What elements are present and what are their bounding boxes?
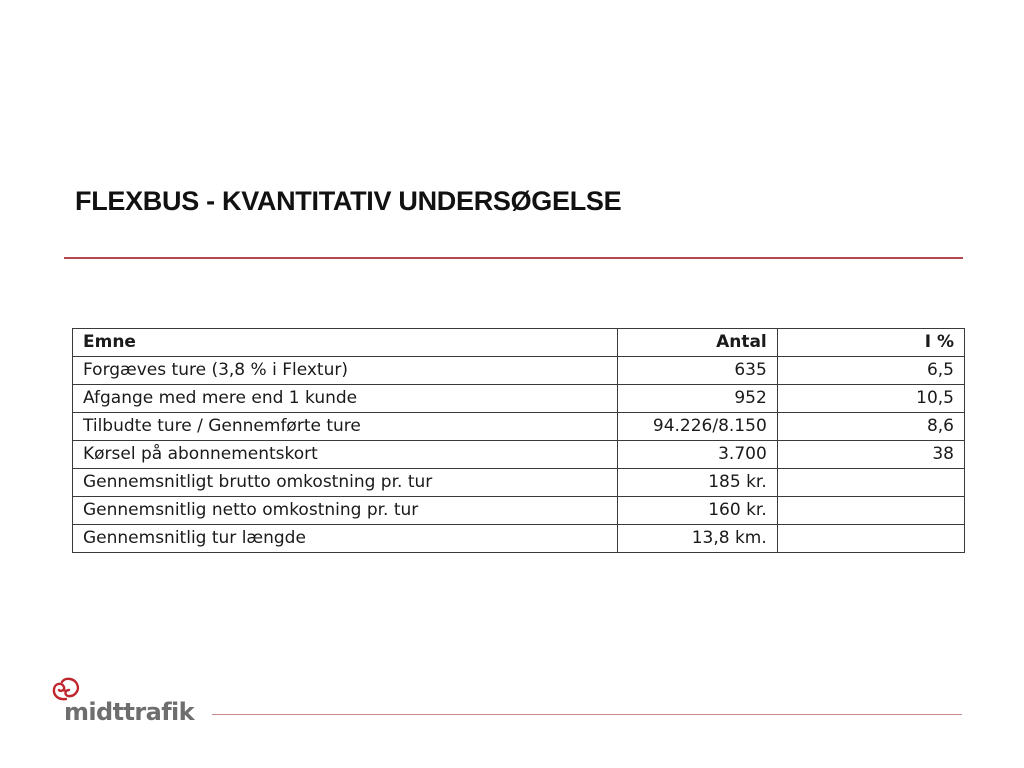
cell-percent <box>777 469 964 497</box>
cell-antal: 160 kr. <box>617 497 777 525</box>
cell-percent <box>777 497 964 525</box>
cell-emne: Tilbudte ture / Gennemførte ture <box>73 413 618 441</box>
cell-percent: 8,6 <box>777 413 964 441</box>
page-title: FLEXBUS - KVANTITATIV UNDERSØGELSE <box>75 186 622 216</box>
cell-emne: Kørsel på abonnementskort <box>73 441 618 469</box>
table-row <box>73 385 965 413</box>
midttrafik-logo <box>50 676 195 732</box>
table-row <box>73 357 965 385</box>
table-row <box>73 469 965 497</box>
column-header-emne: Emne <box>73 329 618 357</box>
footer-divider <box>212 714 962 715</box>
cell-percent: 10,5 <box>777 385 964 413</box>
cell-antal: 94.226/8.150 <box>617 413 777 441</box>
cell-antal: 635 <box>617 357 777 385</box>
title-divider <box>64 257 963 259</box>
table-row <box>73 525 965 553</box>
cell-percent: 6,5 <box>777 357 964 385</box>
cell-emne: Forgæves ture (3,8 % i Flextur) <box>73 357 618 385</box>
table-row <box>73 441 965 469</box>
cell-antal: 185 kr. <box>617 469 777 497</box>
cell-antal: 13,8 km. <box>617 525 777 553</box>
cell-antal: 952 <box>617 385 777 413</box>
cell-emne: Afgange med mere end 1 kunde <box>73 385 618 413</box>
logo-wordmark: midttrafik <box>64 698 195 726</box>
cell-percent: 38 <box>777 441 964 469</box>
data-table <box>72 328 965 553</box>
cell-antal: 3.700 <box>617 441 777 469</box>
cell-emne: Gennemsnitlig netto omkostning pr. tur <box>73 497 618 525</box>
column-header-percent: I % <box>777 329 964 357</box>
table-row <box>73 413 965 441</box>
table-header-row <box>73 329 965 357</box>
table-row <box>73 497 965 525</box>
swirl-dot <box>62 688 65 691</box>
cell-emne: Gennemsnitligt brutto omkostning pr. tur <box>73 469 618 497</box>
cell-emne: Gennemsnitlig tur længde <box>73 525 618 553</box>
column-header-antal: Antal <box>617 329 777 357</box>
cell-percent <box>777 525 964 553</box>
